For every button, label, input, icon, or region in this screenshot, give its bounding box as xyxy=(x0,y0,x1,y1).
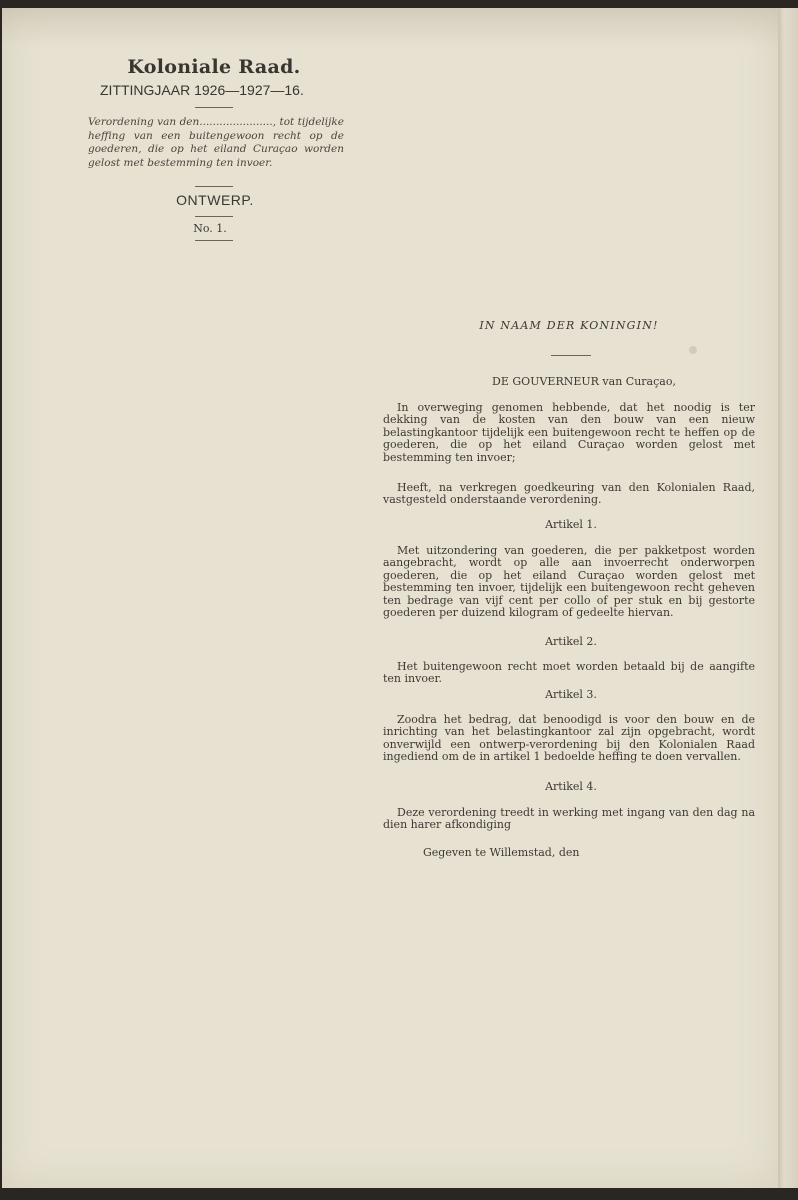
session-year: ZITTINGJAAR 1926—1927—16. xyxy=(100,82,304,98)
page-edge xyxy=(778,8,798,1188)
preamble-paragraph: In overweging genomen hebbende, dat het noodig is ter dekking van de kosten van den bouw van een nieuw belastingkantoor tijdelijk een buitengewoon recht te heffen op de goederen, die op het eiland Curaçao worden gelost met bestemming ten invoer; xyxy=(383,401,755,464)
enactment-paragraph: Heeft, na verkregen goedkeuring van den Kolonialen Raad, vastgesteld onderstaande verordening. xyxy=(383,481,755,507)
article-1-heading: Artikel 1. xyxy=(545,518,597,531)
body-divider xyxy=(551,355,591,356)
page-top-shadow xyxy=(2,8,778,48)
article-2-heading: Artikel 2. xyxy=(545,635,597,648)
header-divider-4 xyxy=(195,240,233,241)
header-divider-2 xyxy=(195,186,233,187)
draft-label: ONTWERP. xyxy=(176,192,254,208)
header-divider-1 xyxy=(195,107,233,108)
header-divider-3 xyxy=(195,216,233,217)
invocation: IN NAAM DER KONINGIN! xyxy=(479,319,659,332)
governor-line: DE GOUVERNEUR van Curaçao, xyxy=(492,375,676,388)
closing-line: Gegeven te Willemstad, den xyxy=(423,846,580,859)
article-1-text: Met uitzondering van goederen, die per pakketpost worden aangebracht, wordt op alle aan invoerrecht onderworpen goederen, die op het eiland Curaçao worden gelost met bestemming ten invoer, tijdelijk een buitengewoon recht geheven ten bedrage van vijf cent per collo of per stuk en bij gestorte goederen per duizend kilogram of gedeelte hiervan. xyxy=(383,544,755,620)
article-3-heading: Artikel 3. xyxy=(545,688,597,701)
ordinance-subject: Verordening van den......................, tot tijdelijke heffing van een buitengewoon recht op de goederen, die op het eiland Curaçao worden gelost met bestemming ten invoer. xyxy=(88,116,344,169)
article-2-text: Het buitengewoon recht moet worden betaald bij de aangifte ten invoer. xyxy=(383,660,755,686)
article-4-heading: Artikel 4. xyxy=(545,780,597,793)
council-title: Koloniale Raad. xyxy=(127,56,301,78)
ink-mark xyxy=(689,346,697,354)
draft-number: No. 1. xyxy=(193,222,227,235)
article-3-text: Zoodra het bedrag, dat benoodigd is voor den bouw en de inrichting van het belastingkantoor zal zijn opgebracht, wordt onverwijld een ontwerp-verordening bij den Kolonialen Raad ingediend om de in artikel 1 bedoelde heffing te doen vervallen. xyxy=(383,713,755,764)
article-4-text: Deze verordening treedt in werking met ingang van den dag na dien harer afkondiging xyxy=(383,806,755,832)
